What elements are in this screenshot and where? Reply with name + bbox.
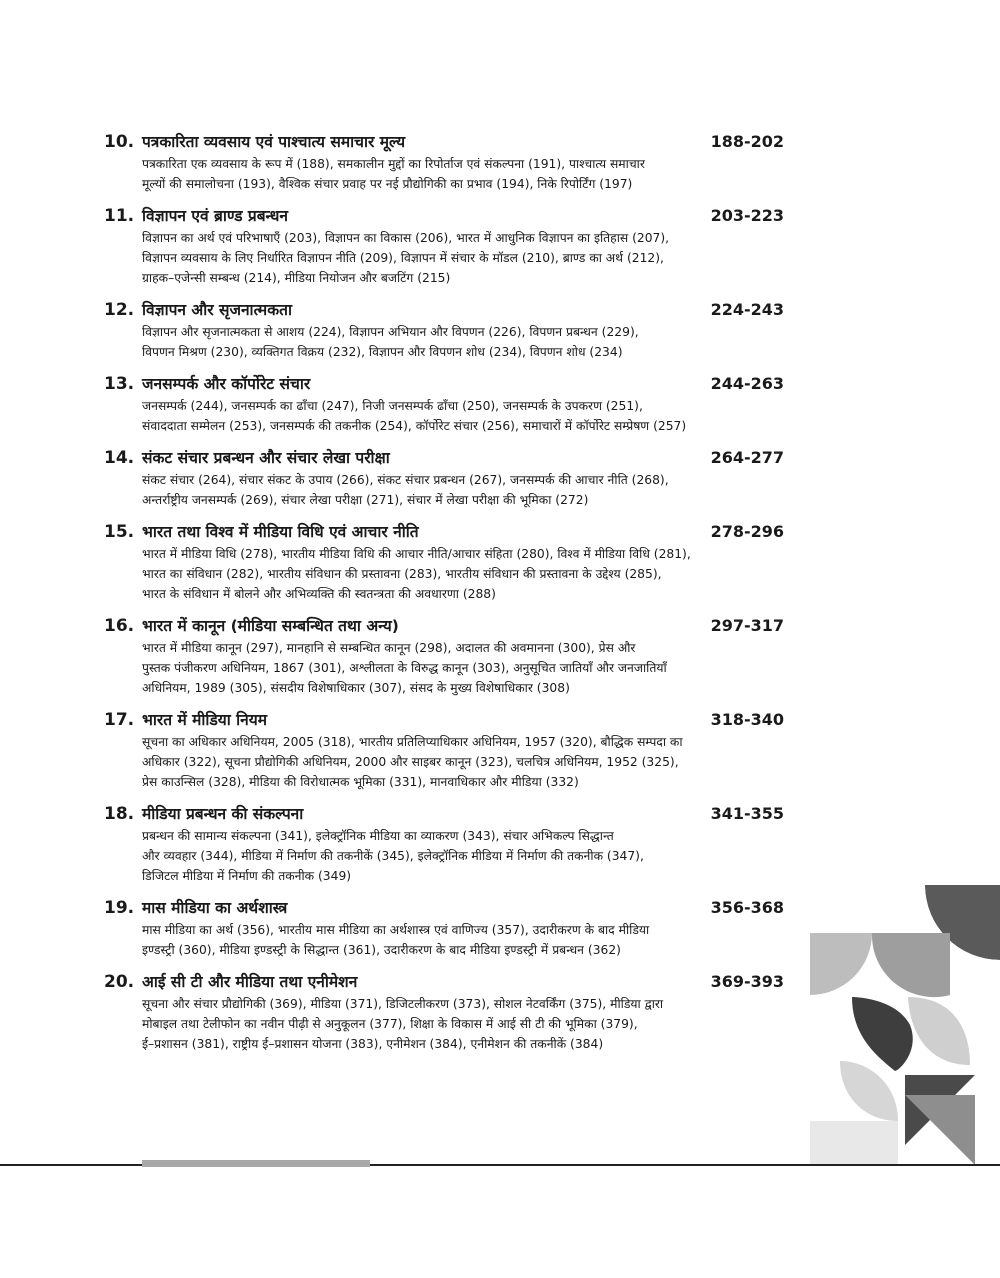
topic-line: संकट संचार (264), संचार संकट के उपाय (266), संकट संचार प्रबन्धन (267), जनसम्पर्क की आचार नीति (268), bbox=[142, 473, 669, 487]
topic-line: विज्ञापन और सृजनात्मकता से आशय (224), विज्ञापन अभियान और विपणन (226), विपणन प्रबन्धन (229), bbox=[142, 325, 639, 339]
chapter-number: 10. bbox=[104, 132, 135, 152]
toc-chapter bbox=[104, 802, 784, 886]
topic-line: मोबाइल तथा टेलीफोन का नवीन पीढ़ी से अनुकूलन (377), शिक्षा के विकास में आई सी टी की भूमिका (379), bbox=[142, 1017, 638, 1031]
chapter-number: 20. bbox=[104, 972, 135, 992]
chapter-page-range: 369-393 bbox=[710, 972, 784, 991]
chapter-page-range: 224-243 bbox=[710, 300, 784, 319]
topic-line: भारत में मीडिया कानून (297), मानहानि से सम्बन्धित कानून (298), अदालत की अवमानना (300), प्रेस और bbox=[142, 641, 636, 655]
chapter-number: 12. bbox=[104, 300, 135, 320]
chapter-page-range: 244-263 bbox=[710, 374, 784, 393]
topic-line: मूल्यों की समालोचना (193), वैश्विक संचार प्रवाह पर नई प्रौद्योगिकी का प्रभाव (194), निके रिपोर्टिंग (197) bbox=[142, 177, 633, 191]
topic-line: भारत के संविधान में बोलने और अभिव्यक्ति की स्वतन्त्रता की अवधारणा (288) bbox=[142, 587, 496, 601]
chapter-page-range: 297-317 bbox=[710, 616, 784, 635]
toc-chapter bbox=[104, 204, 784, 288]
chapter-number: 16. bbox=[104, 616, 135, 636]
chapter-title: जनसम्पर्क और कॉर्पोरेट संचार bbox=[142, 375, 311, 393]
chapter-number: 13. bbox=[104, 374, 135, 394]
chapter-number: 14. bbox=[104, 448, 135, 468]
chapter-title: विज्ञापन एवं ब्राण्ड प्रबन्धन bbox=[142, 207, 288, 225]
chapter-topics bbox=[142, 994, 784, 1054]
chapter-topics bbox=[142, 322, 784, 362]
chapter-topics bbox=[142, 470, 784, 510]
topic-line: विज्ञापन का अर्थ एवं परिभाषाएँ (203), विज्ञापन का विकास (206), भारत में आधुनिक विज्ञापन का इतिहास (207), bbox=[142, 231, 670, 245]
topic-line: प्रेस काउन्सिल (328), मीडिया की विरोधात्मक भूमिका (331), मानवाधिकार और मीडिया (332) bbox=[142, 775, 579, 789]
topic-line: सूचना और संचार प्रौद्योगिकी (369), मीडिया (371), डिजिटलीकरण (373), सोशल नेटवर्किंग (375), मीडिया द्वारा bbox=[142, 997, 664, 1011]
topic-line: जनसम्पर्क (244), जनसम्पर्क का ढाँचा (247), निजी जनसम्पर्क ढाँचा (250), जनसम्पर्क के उपकरण (251), bbox=[142, 399, 643, 413]
leaf-shape-pale bbox=[840, 1061, 898, 1121]
toc-chapter bbox=[104, 446, 784, 510]
toc-chapter bbox=[104, 614, 784, 698]
topic-line: मास मीडिया का अर्थ (356), भारतीय मास मीडिया का अर्थशास्त्र एवं वाणिज्य (357), उदारीकरण के बाद मीडिया bbox=[142, 923, 650, 937]
chapter-number: 15. bbox=[104, 522, 135, 542]
chapter-page-range: 264-277 bbox=[710, 448, 784, 467]
topic-line: सूचना का अधिकार अधिनियम, 2005 (318), भारतीय प्रतिलिप्याधिकार अधिनियम, 1957 (320), बौद्धिक सम्पदा का bbox=[142, 735, 683, 749]
chapter-title: मीडिया प्रबन्धन की संकल्पना bbox=[142, 805, 304, 823]
semicircle-mid bbox=[872, 933, 950, 997]
topic-line: और व्यवहार (344), मीडिया में निर्माण की तकनीकें (345), इलेक्ट्रॉनिक मीडिया में निर्माण की तकनीक (347), bbox=[142, 849, 644, 863]
chapter-page-range: 318-340 bbox=[710, 710, 784, 729]
topic-line: पत्रकारिता एक व्यवसाय के रूप में (188), समकालीन मुद्दों का रिपोर्ताज एवं संकल्पना (191), पाश्चात्य समाचार bbox=[142, 157, 645, 171]
topic-line: प्रबन्धन की सामान्य संकल्पना (341), इलेक्ट्रॉनिक मीडिया का व्याकरण (343), संचार अभिकल्प सिद्धान्त bbox=[142, 829, 614, 843]
decorative-geometric-graphic bbox=[810, 885, 1000, 1165]
chapter-title: मास मीडिया का अर्थशास्त्र bbox=[142, 899, 288, 917]
toc-chapter bbox=[104, 298, 784, 362]
leaf-shape-dark bbox=[852, 997, 913, 1071]
topic-line: अन्तर्राष्ट्रीय जनसम्पर्क (269), संचार लेखा परीक्षा (271), संचार में लेखा परीक्षा की भूमिका (272) bbox=[142, 493, 589, 507]
toc-chapter bbox=[104, 708, 784, 792]
toc-chapter bbox=[104, 130, 784, 194]
topic-line: ई–प्रशासन (381), राष्ट्रीय ई–प्रशासन योजना (383), एनीमेशन (384), एनीमेशन की तकनीकें (384) bbox=[142, 1037, 604, 1051]
topic-line: ग्राहक–एजेन्सी सम्बन्ध (214), मीडिया नियोजन और बजटिंग (215) bbox=[142, 271, 451, 285]
table-of-contents bbox=[104, 130, 784, 1064]
chapter-number: 11. bbox=[104, 206, 135, 226]
topic-line: विपणन मिश्रण (230), व्यक्तिगत विक्रय (232), विज्ञापन और विपणन शोध (234), विपणन शोध (234) bbox=[142, 345, 623, 359]
topic-line: विज्ञापन व्यवसाय के लिए निर्धारित विज्ञापन नीति (209), विज्ञापन में संचार के मॉडल (210), ब्राण्ड का अर्थ (212), bbox=[142, 251, 664, 265]
leaf-shape-light bbox=[908, 997, 970, 1065]
topic-line: भारत में मीडिया विधि (278), भारतीय मीडिया विधि की आचार नीति/आचार संहिता (280), विश्व में मीडिया विधि (281), bbox=[142, 547, 691, 561]
toc-chapter bbox=[104, 372, 784, 436]
chapter-page-range: 278-296 bbox=[710, 522, 784, 541]
toc-chapter bbox=[104, 520, 784, 604]
topic-line: अधिनियम, 1989 (305), संसदीय विशेषाधिकार (307), संसद के मुख्य विशेषाधिकार (308) bbox=[142, 681, 570, 695]
chapter-title: विज्ञापन और सृजनात्मकता bbox=[142, 301, 292, 319]
chapter-page-range: 341-355 bbox=[710, 804, 784, 823]
chapter-topics bbox=[142, 154, 784, 194]
chapter-topics bbox=[142, 638, 784, 698]
footer-accent-bar bbox=[142, 1160, 370, 1167]
chapter-title: भारत तथा विश्व में मीडिया विधि एवं आचार नीति bbox=[142, 523, 419, 541]
chapter-title: भारत में मीडिया नियम bbox=[142, 711, 268, 729]
toc-chapter bbox=[104, 970, 784, 1054]
chapter-page-range: 188-202 bbox=[710, 132, 784, 151]
chapter-topics bbox=[142, 826, 784, 886]
chapter-topics bbox=[142, 228, 784, 288]
chapter-title: संकट संचार प्रबन्धन और संचार लेखा परीक्षा bbox=[142, 449, 390, 467]
chapter-topics bbox=[142, 920, 784, 960]
chapter-page-range: 203-223 bbox=[710, 206, 784, 225]
chapter-number: 17. bbox=[104, 710, 135, 730]
toc-chapter bbox=[104, 896, 784, 960]
topic-line: भारत का संविधान (282), भारतीय संविधान की प्रस्तावना (283), भारतीय संविधान की प्रस्तावना के उद्देश्य (285), bbox=[142, 567, 662, 581]
topic-line: डिजिटल मीडिया में निर्माण की तकनीक (349) bbox=[142, 869, 352, 883]
chapter-topics bbox=[142, 396, 784, 436]
chapter-title: पत्रकारिता व्यवसाय एवं पाश्चात्य समाचार मूल्य bbox=[142, 133, 406, 151]
chapter-number: 19. bbox=[104, 898, 135, 918]
semicircle-light bbox=[810, 933, 872, 995]
topic-line: अधिकार (322), सूचना प्रौद्योगिकी अधिनियम, 2000 और साइबर कानून (323), चलचित्र अधिनियम, 1952 (325), bbox=[142, 755, 679, 769]
topic-line: पुस्तक पंजीकरण अधिनियम, 1867 (301), अश्लीलता के विरुद्ध कानून (303), अनुसूचित जातियाँ और जनजातियाँ bbox=[142, 661, 667, 675]
chapter-title: भारत में कानून (मीडिया सम्बन्धित तथा अन्य) bbox=[142, 617, 399, 635]
topic-line: संवाददाता सम्मेलन (253), जनसम्पर्क की तकनीक (254), कॉर्पोरेट संचार (256), समाचारों में कॉर्पोरेट सम्प्रेषण (257) bbox=[142, 419, 687, 433]
chapter-topics bbox=[142, 544, 784, 604]
block-pale bbox=[810, 1121, 898, 1165]
chapter-title: आई सी टी और मीडिया तथा एनीमेशन bbox=[142, 973, 358, 991]
topic-line: इण्डस्ट्री (360), मीडिया इण्डस्ट्री के सिद्धान्त (361), उदारीकरण के बाद मीडिया इण्डस्ट्री में प्रबन्धन (362) bbox=[142, 943, 621, 957]
chapter-page-range: 356-368 bbox=[710, 898, 784, 917]
chapter-topics bbox=[142, 732, 784, 792]
chapter-number: 18. bbox=[104, 804, 135, 824]
